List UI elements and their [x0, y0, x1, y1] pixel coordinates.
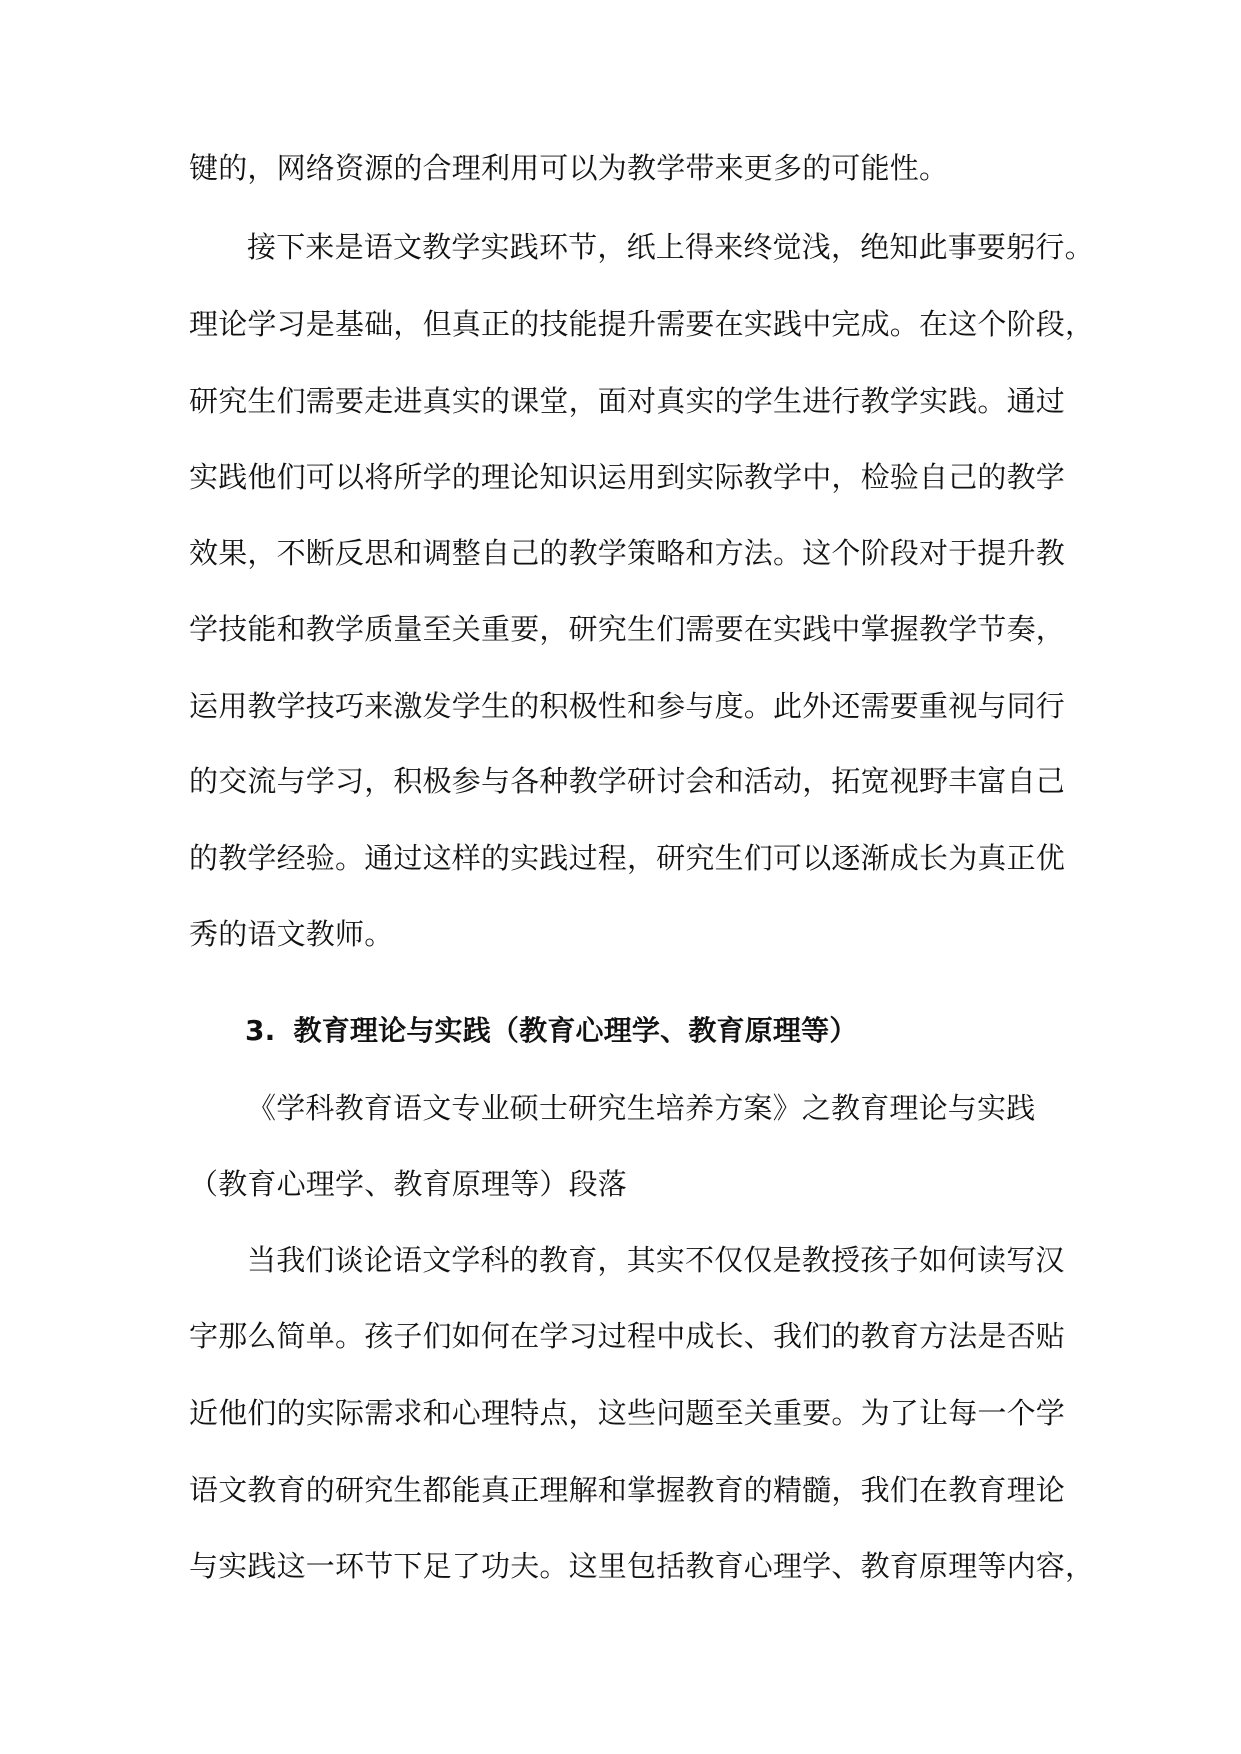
paragraph-line: 当我们谈论语文学科的教育，其实不仅仅是教授孩子如何读写汉	[247, 1243, 1065, 1277]
paragraph-line: 实践他们可以将所学的理论知识运用到实际教学中，检验自己的教学	[189, 460, 1066, 494]
paragraph-line: 运用教学技巧来激发学生的积极性和参与度。此外还需要重视与同行	[189, 689, 1066, 723]
paragraph-line: 效果，不断反思和调整自己的教学策略和方法。这个阶段对于提升教	[189, 536, 1066, 570]
paragraph-line: 《学科教育语文专业硕士研究生培养方案》之教育理论与实践	[247, 1091, 1036, 1125]
paragraph-line: 研究生们需要走进真实的课堂，面对真实的学生进行教学实践。通过	[189, 384, 1066, 418]
section-heading	[245, 1011, 858, 1051]
paragraph-line: 接下来是语文教学实践环节，纸上得来终觉浅，绝知此事要躬行。	[247, 230, 1094, 264]
paragraph-line: 学技能和教学质量至关重要，研究生们需要在实践中掌握教学节奏，	[189, 612, 1066, 646]
paragraph-line: 键的，网络资源的合理利用可以为教学带来更多的可能性。	[189, 151, 949, 185]
paragraph-line: 的教学经验。通过这样的实践过程，研究生们可以逐渐成长为真正优	[189, 841, 1066, 875]
section-number: 3.	[245, 1014, 276, 1047]
paragraph-line: 近他们的实际需求和心理特点，这些问题至关重要。为了让每一个学	[189, 1396, 1066, 1430]
paragraph-line: 的交流与学习，积极参与各种教学研讨会和活动，拓宽视野丰富自己	[189, 764, 1066, 798]
paragraph-line: 字那么简单。孩子们如何在学习过程中成长、我们的教育方法是否贴	[189, 1319, 1066, 1353]
paragraph-line: 理论学习是基础，但真正的技能提升需要在实践中完成。在这个阶段，	[189, 307, 1095, 341]
paragraph-line: 秀的语文教师。	[189, 917, 394, 951]
section-title: 教育理论与实践（教育心理学、教育原理等）	[293, 1014, 858, 1047]
paragraph-line: 语文教育的研究生都能真正理解和掌握教育的精髓，我们在教育理论	[189, 1473, 1066, 1507]
paragraph-line: 与实践这一环节下足了功夫。这里包括教育心理学、教育原理等内容，	[189, 1549, 1095, 1583]
paragraph-line: （教育心理学、教育原理等）段落	[189, 1167, 628, 1201]
